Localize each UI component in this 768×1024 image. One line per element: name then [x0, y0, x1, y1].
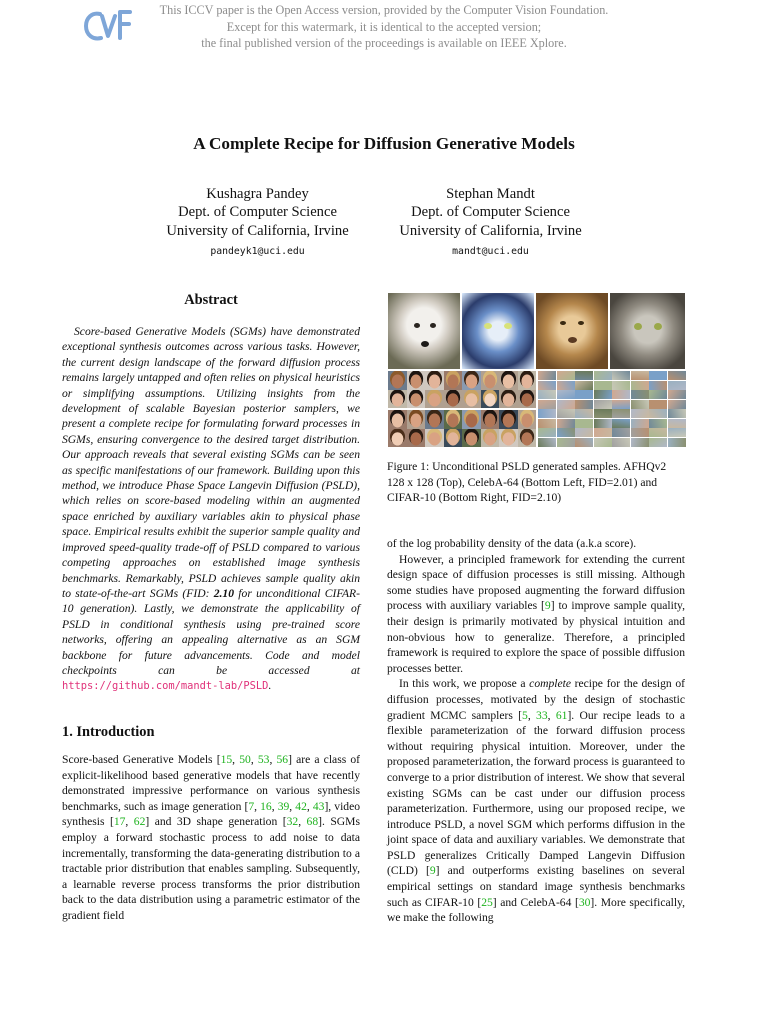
- cifar-thumb: [649, 400, 667, 409]
- celeba-face-thumb: [444, 429, 463, 448]
- cifar-thumb: [594, 409, 612, 418]
- celeba-face-thumb: [518, 371, 537, 390]
- author-dept: Dept. of Computer Science: [411, 204, 570, 221]
- cifar-thumb: [668, 438, 686, 447]
- author-univ: University of California, Irvine: [399, 222, 582, 239]
- celeba-face-thumb: [499, 410, 518, 429]
- cifar-thumb: [538, 409, 556, 418]
- text-run: ]. Our recipe leads to a flexible parameterization of the forward diffusion process without requiring physical intuition. Moreover, under the proposed parameterization, the forward process is guaranteed to converge to a prior distribution of interest. We show that several existing SGMs can be cast under our diffusion process parameterization. Furthermore, using our proposed recipe, we introduce PSLD, a novel SGM which performs diffusion in the joint space of data and auxiliary variables. We demonstrate that PSLD generalizes Critically Damped Langevin Diffusion (CLD) [: [387, 708, 686, 878]
- sep: ,: [250, 753, 258, 766]
- cifar-thumb: [575, 409, 593, 418]
- celeba-face-thumb: [407, 410, 426, 429]
- cifar-thumb: [668, 419, 686, 428]
- author-2: [368, 185, 613, 261]
- celeba-face-thumb: [518, 390, 537, 409]
- celeba-face-thumb: [444, 390, 463, 409]
- paragraph: of the log probability density of the data (a.k.a score).: [387, 537, 637, 550]
- figure-caption: Figure 1: Unconditional PSLD generated samples. AFHQv2 128 x 128 (Top), CelebA-64 (Bottom Left, FID=2.01) and CIFAR-10 (Bottom Right, FID=2.10): [387, 460, 667, 505]
- cifar-thumb: [668, 390, 686, 399]
- sep: ,: [254, 799, 261, 813]
- text-run: ] and CelebA-64 [: [492, 895, 579, 909]
- sep: ,: [269, 753, 277, 766]
- cifar-thumb: [649, 409, 667, 418]
- celeba-face-thumb: [425, 390, 444, 409]
- abstract-heading: Abstract: [184, 292, 238, 308]
- celeba-face-thumb: [481, 371, 500, 390]
- author-dept: Dept. of Computer Science: [178, 204, 337, 221]
- cifar-thumb: [612, 409, 630, 418]
- citation-link[interactable]: 62: [133, 815, 146, 829]
- cifar-thumb: [538, 438, 556, 447]
- celeba-face-thumb: [425, 429, 444, 448]
- sep: ,: [232, 753, 240, 766]
- cifar-thumb: [612, 381, 630, 390]
- celeba-face-thumb: [444, 410, 463, 429]
- cifar-thumb: [538, 400, 556, 409]
- paragraph: [387, 676, 685, 926]
- cifar-thumb: [668, 409, 686, 418]
- celeba-face-thumb: [481, 390, 500, 409]
- watermark-line-2: Except for this watermark, it is identical to the accepted version;: [226, 19, 542, 34]
- text-run: recipe for the design of diffusion processes, motivated by the design of stochastic gradient MCMC samplers [: [387, 677, 686, 722]
- citation-link[interactable]: 50: [239, 753, 251, 766]
- intro-text-run: ] are a class of explicit-likelihood based generative models that have recently demonstrated impressive performance on various synthesis benchmarks, such as image generation [: [62, 753, 361, 813]
- cifar-thumb: [612, 390, 630, 399]
- sep: ,: [271, 799, 278, 813]
- abstract-text: [62, 324, 360, 695]
- paper-title: A Complete Recipe for Diffusion Generative Models: [193, 134, 575, 153]
- citation-link[interactable]: 17: [113, 815, 126, 829]
- sep: ,: [298, 815, 307, 829]
- intro-text-run: Score-based Generative Models [: [62, 753, 221, 766]
- author-1: [135, 185, 380, 261]
- abstract-body-end: for unconditional CIFAR-10 generation). Lastly, we demonstrate the applicability of PSLD in conditional synthesis using pre-trained score networks, offering an appealing alternative as an SGM backbone for future advancements. Code and model checkpoints can be accessed at: [62, 586, 360, 677]
- citation-link[interactable]: 9: [429, 864, 436, 878]
- abstract-period: .: [268, 679, 272, 693]
- author-name: Kushagra Pandey: [206, 186, 309, 202]
- celeba-face-thumb: [425, 371, 444, 390]
- cifar-thumb: [612, 419, 630, 428]
- sep: ,: [125, 815, 134, 829]
- intro-text-run: ]. SGMs employ a forward stochastic process to add noise to data incrementally, transforming the data-generating distribution to a tractable prior distribution that enables sampling. Subsequently, a learnable reverse process transforms the prior distribution back to the data distribution using a parametric estimator of the gradient field: [62, 815, 360, 922]
- cifar-thumb: [538, 390, 556, 399]
- cifar-thumb: [612, 428, 630, 437]
- figure-samples: [388, 293, 685, 448]
- celeba-face-thumb: [388, 371, 407, 390]
- celeba-face-thumb: [407, 429, 426, 448]
- cifar-thumb: [668, 428, 686, 437]
- cifar-thumb: [557, 419, 575, 428]
- author-name: Stephan Mandt: [446, 186, 535, 202]
- cifar-thumb: [557, 390, 575, 399]
- citation-link[interactable]: 15: [220, 753, 233, 766]
- citation-link[interactable]: 53: [257, 753, 270, 766]
- citation-link[interactable]: 30: [578, 895, 591, 909]
- author-email: mandt@uci.edu: [452, 245, 529, 257]
- author-email: pandeyk1@uci.edu: [210, 245, 305, 257]
- cifar-thumb: [649, 390, 667, 399]
- citation-link[interactable]: 33: [536, 708, 548, 722]
- cifar-thumb: [612, 438, 630, 447]
- cifar-thumb: [538, 381, 556, 390]
- celeba-face-thumb: [462, 390, 481, 409]
- celeba-face-thumb: [388, 410, 407, 429]
- celeba-face-thumb: [444, 371, 463, 390]
- cifar-thumb: [649, 371, 667, 380]
- celeba-face-thumb: [462, 410, 481, 429]
- cifar-thumb: [594, 400, 612, 409]
- intro-text: [62, 752, 360, 924]
- sample-cat: [610, 293, 685, 369]
- citation-link[interactable]: 9: [544, 599, 551, 613]
- cifar-thumb: [631, 371, 649, 380]
- cifar-thumb: [575, 400, 593, 409]
- cifar-thumb: [594, 381, 612, 390]
- celeba-face-thumb: [499, 429, 518, 448]
- celeba-face-thumb: [462, 371, 481, 390]
- citation-link[interactable]: 42: [295, 799, 307, 813]
- celeba-face-thumb: [425, 410, 444, 429]
- watermark-line-3: the final published version of the proceedings is available on IEEE Xplore.: [201, 36, 567, 50]
- cifar-thumb: [649, 438, 667, 447]
- text-run: ]. More specifically, we make the following: [387, 895, 685, 925]
- cifar-thumb: [631, 400, 649, 409]
- citation-link[interactable]: 61: [555, 708, 568, 722]
- citation-link[interactable]: 68: [306, 815, 319, 829]
- cifar-thumb: [557, 409, 575, 418]
- cifar-thumb: [575, 419, 593, 428]
- cifar-thumb: [594, 428, 612, 437]
- cifar-thumb: [594, 419, 612, 428]
- emphasis: complete: [529, 677, 572, 691]
- citation-link[interactable]: 16: [260, 799, 272, 813]
- citation-link[interactable]: 56: [276, 753, 289, 766]
- text-run: ] and outperforms existing baselines on several empirical settings on standard image synthesis benchmarks such as CIFAR-10 [: [387, 864, 686, 909]
- watermark-line-1: This ICCV paper is the Open Access version, provided by the Computer Vision Foundation.: [159, 3, 609, 17]
- celeba-face-thumb: [499, 371, 518, 390]
- celeba-face-thumb: [499, 390, 518, 409]
- citation-link[interactable]: 32: [286, 815, 299, 829]
- cifar-thumb: [575, 381, 593, 390]
- paragraph: [387, 552, 685, 677]
- cifar-thumb: [557, 428, 575, 437]
- intro-text-run: ] and 3D shape generation [: [145, 815, 287, 829]
- watermark: [150, 2, 618, 52]
- cifar-thumb: [538, 419, 556, 428]
- cifar-thumb: [538, 428, 556, 437]
- cifar-thumb: [668, 400, 686, 409]
- celeba-face-thumb: [481, 429, 500, 448]
- citation-link[interactable]: 7: [248, 799, 255, 813]
- citation-link[interactable]: 5: [522, 708, 528, 722]
- cifar-thumb: [575, 371, 593, 380]
- text-run: ] to improve sample quality, their design is primarily motivated by physical intuition and non-obvious how to generalize. Therefore, a principled framework is required to explore the space of possible diffusion processes better.: [387, 599, 686, 675]
- sample-tiger: [462, 293, 534, 369]
- author-univ: University of California, Irvine: [166, 222, 349, 239]
- cifar-thumb: [594, 371, 612, 380]
- celeba-face-thumb: [388, 429, 407, 448]
- intro-text-run: ], video synthesis [: [62, 799, 361, 829]
- abstract-body: Score-based Generative Models (SGMs) have demonstrated exceptional synthesis outcomes across various tasks. However, the current design landscape of the forward diffusion process remains largely untapped and often relies on physical heuristics or simplifying assumptions. Utilizing insights from the development of scalable Bayesian posterior samplers, we present a complete recipe for formulating forward processes in SGMs, ensuring convergence to the desired target distribution. Our approach reveals that several existing SGMs can be seen as specific manifestations of our framework. Building upon this method, we introduce Phase Space Langevin Diffusion (PSLD), which relies on score-based modeling within an augmented space enriched by auxiliary variables akin to physical phase space. Empirical results exhibit the superior sample quality and improved speed-quality trade-off of PSLD compared to various competing approaches on established image synthesis benchmarks. Remarkably, PSLD achieves sample quality akin to state-of-the-art SGMs (FID:: [62, 325, 360, 600]
- sample-wolf: [388, 293, 460, 369]
- celeba-face-thumb: [407, 390, 426, 409]
- cifar-thumb: [575, 428, 593, 437]
- citation-link[interactable]: 39: [277, 799, 290, 813]
- cifar-thumb: [631, 381, 649, 390]
- sep: ,: [547, 708, 556, 722]
- cifar-thumb: [631, 438, 649, 447]
- celeba-face-thumb: [388, 390, 407, 409]
- celeba-face-thumb: [407, 371, 426, 390]
- cifar-thumb: [575, 438, 593, 447]
- right-column-text: [387, 536, 685, 926]
- cifar-thumb: [631, 428, 649, 437]
- cifar-thumb: [557, 400, 575, 409]
- cifar-thumb: [612, 400, 630, 409]
- cifar-thumb: [649, 419, 667, 428]
- cifar-thumb: [594, 438, 612, 447]
- sep: ,: [527, 708, 537, 722]
- sep: ,: [289, 799, 296, 813]
- cifar-thumb: [538, 371, 556, 380]
- celeba-face-thumb: [518, 410, 537, 429]
- cifar-thumb: [649, 381, 667, 390]
- cifar-thumb: [631, 390, 649, 399]
- citation-link[interactable]: 25: [481, 895, 493, 909]
- citation-link[interactable]: 43: [312, 799, 325, 813]
- code-link[interactable]: https://github.com/mandt-lab/PSLD: [62, 680, 269, 693]
- sep: ,: [306, 799, 313, 813]
- cifar-thumb: [631, 419, 649, 428]
- cifar-thumb: [557, 438, 575, 447]
- celeba-face-thumb: [462, 429, 481, 448]
- cifar-thumb: [594, 390, 612, 399]
- cifar-thumb: [649, 428, 667, 437]
- text-run: In this work, we propose a: [399, 677, 530, 691]
- cifar-thumb: [557, 371, 575, 380]
- cifar-thumb: [631, 409, 649, 418]
- cvf-logo: [84, 6, 140, 46]
- text-run: However, a principled framework for extending the current design space of diffusion processes is still missing. Although some studies have proposed augmenting the forward diffusion process with auxiliary variables [: [387, 552, 685, 613]
- sample-lion: [536, 293, 608, 369]
- celeba-face-thumb: [518, 429, 537, 448]
- section-heading-introduction: 1. Introduction: [62, 724, 155, 740]
- celeba-face-thumb: [481, 410, 500, 429]
- abstract-fid-value: 2.10: [213, 586, 235, 600]
- cifar-thumb: [557, 381, 575, 390]
- cifar-thumb: [668, 381, 686, 390]
- cifar-thumb: [612, 371, 630, 380]
- cifar-thumb: [575, 390, 593, 399]
- cifar-thumb: [668, 371, 686, 380]
